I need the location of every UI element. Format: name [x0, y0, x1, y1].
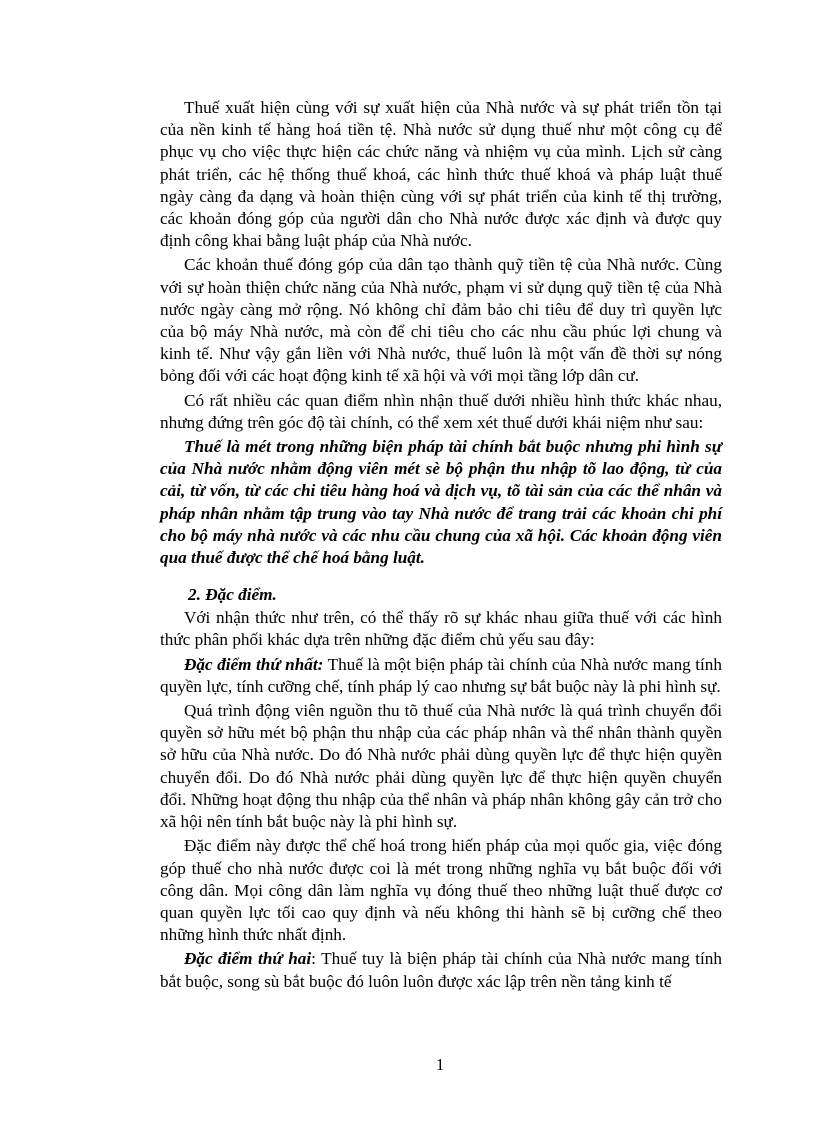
document-page [160, 97, 722, 995]
paragraph-tax-fund: Các khoản thuế đóng góp của dân tạo thành quỹ tiền tệ của Nhà nước. Cùng với sự hoàn thiện chức năng của Nhà nước, phạm vi sử dụng quỹ tiền tệ của Nhà nước ngày càng mở rộng. Nó không chỉ đảm bảo chi tiêu để duy trì quyền lực của bộ máy Nhà nước, mà còn để chi tiêu cho các nhu cầu phúc lợi chung và kinh tế. Như vậy gắn liền với Nhà nước, thuế luôn là một vấn đề thời sự nóng bỏng đối với các hoạt động kinh tế xã hội và với mọi tầng lớp dân cư. [160, 255, 722, 386]
section-heading: 2. Đặc điểm. [188, 585, 277, 605]
paragraph-viewpoints: Có rất nhiều các quan điểm nhìn nhận thuế dưới nhiều hình thức khác nhau, nhưng đứng trên góc độ tài chính, có thể xem xét thuế dưới khái niệm như sau: [160, 390, 722, 432]
page-number: 1 [435, 1055, 445, 1074]
feature-2-label: Đặc điểm thứ hai [184, 949, 312, 969]
feature-2-text: : Thuế tuy là biện pháp tài chính của Nhà nước mang tính bắt buộc, song sù bắt buộc đó luôn luôn được xác lập trên nền tảng kinh tế [160, 949, 722, 991]
paragraph-intro: Thuế xuất hiện cùng với sự xuất hiện của Nhà nước và sự phát triển tồn tại của nền kinh tế hàng hoá tiền tệ. Nhà nước sử dụng thuế như một công cụ để phục vụ cho việc thực hiện các chức năng và nhiệm vụ của mình. Lịch sử càng phát triển, các hệ thống thuế khoá, các hình thức thuế khoá và pháp luật thuế ngày càng đa dạng và hoàn thiện cùng với sự phát triển của kinh tế thị trường, các khoản đóng góp của người dân cho Nhà nước được xác định và được quy định công khai bằng luật pháp của Nhà nước. [160, 98, 722, 251]
tax-definition: Thuế là mét trong những biện pháp tài chính bắt buộc nhưng phi hình sự của Nhà nước nhằm động viên mét sè bộ phận thu nhập tõ lao động, từ của cải, từ vốn, từ các chi tiêu hàng hoá và dịch vụ, tõ tài sản của các thể nhân và pháp nhân nhằm tập trung vào tay Nhà nước để trang trải các khoản chi phí cho bộ máy nhà nước và các nhu cầu chung của xã hội. Các khoản động viên qua thuế được thể chế hoá bằng luật. [160, 437, 722, 568]
paragraph-feature-1 [160, 654, 722, 698]
feature-1-label: Đặc điểm thứ nhất: [184, 654, 324, 674]
paragraph-feature-1-detail: Quá trình động viên nguồn thu tõ thuế của Nhà nước là quá trình chuyển đổi quyền sở hữu mét bộ phận thu nhập của các pháp nhân và thể nhân thành quyền sở hữu của Nhà nước. Do đó Nhà nước phải dùng quyền lực để thực hiện quyền chuyển đổi. Do đó Nhà nước phải dùng quyền lực để thực hiện quyền chuyển đổi. Những hoạt động thu nhập của thể nhân và pháp nhân không gây cản trở cho xã hội nên tính bắt buộc này là phi hình sự. [160, 701, 722, 832]
paragraph-feature-2 [160, 948, 722, 992]
paragraph-feature-1-constitution: Đặc điểm này được thể chế hoá trong hiến pháp của mọi quốc gia, việc đóng góp thuế cho nhà nước được coi là mét trong những nghĩa vụ bắt buộc đối với công dân. Mọi công dân làm nghĩa vụ đóng thuế theo những luật thuế được cơ quan quyền lực tối cao quy định và nếu không thi hành sẽ bị cưỡng chế theo những hình thức nhất định. [160, 836, 722, 945]
paragraph-section-intro: Với nhận thức như trên, có thể thấy rõ sự khác nhau giữa thuế với các hình thức phân phối khác dựa trên những đặc điểm chủ yếu sau đây: [160, 608, 722, 650]
feature-1-text: Thuế là một biện pháp tài chính của Nhà nước mang tính quyền lực, tính cưỡng chế, tính pháp lý cao nhưng sự bắt buộc này là phi hình sự. [160, 654, 722, 696]
